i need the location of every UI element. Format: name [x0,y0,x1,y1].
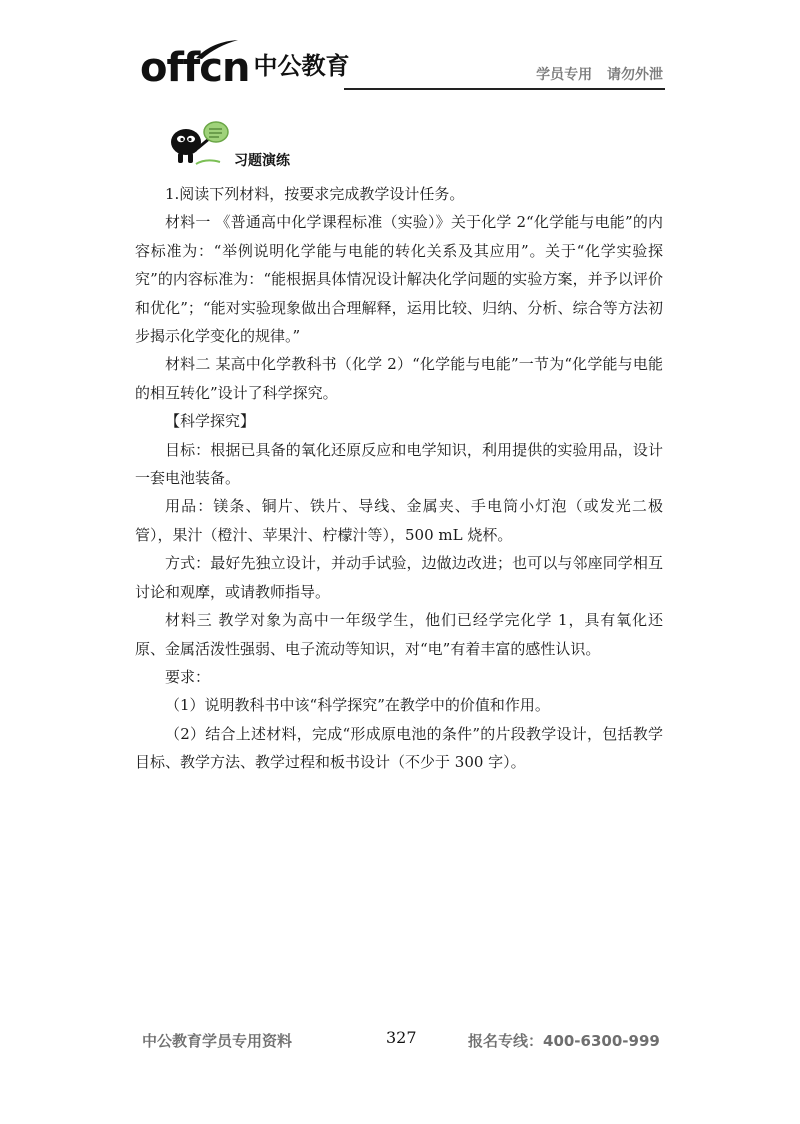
page-footer [140,1030,665,1054]
logo-cn-text: 中公教育 [253,52,350,80]
offcn-logo [140,44,350,91]
page-header [140,44,665,92]
logo-swoosh-icon [194,38,240,60]
question-content [135,180,663,777]
question-intro: 1.阅读下列材料，按要求完成教学设计任务。 [165,185,465,203]
material-one: 材料一 《普通高中化学课程标准（实验）》关于化学 2“化学能与电能”的内容标准为：“举例说明化学能与电能的转化关系及其应用”。关于“化学实验探究”的内容标准为：“能根据具体情况设计解决化学问题的实验方案，并予以评价和优化”；“能对实验现象做出合理解释，运用比较、归纳、分析、综合等方法初步揭示化学变化的规律。” [135,213,663,346]
page-number: 327 [386,1028,417,1047]
logo-latin-text: offcn [140,45,250,91]
material-two: 材料二 某高中化学教科书（化学 2）“化学能与电能”一节为“化学能与电能的相互转化”设计了科学探究。 [135,355,663,402]
header-note: 学员专用 请勿外泄 [536,67,663,83]
inquiry-method: 方式：最好先独立设计，并动手试验，边做边改进；也可以与邻座同学相互讨论和观摩，或请教师指导。 [135,554,663,601]
science-inquiry-heading: 【科学探究】 [165,412,256,431]
footer-hotline: 报名专线：400-6300-999 [468,1032,660,1050]
mascot-icon [168,120,238,170]
section-badge [168,120,348,170]
requirement-1: （1）说明教科书中该“科学探究”在教学中的价值和作用。 [165,696,550,715]
requirement-2: （2）结合上述材料，完成“形成原电池的条件”的片段教学设计，包括教学目标、教学方法、教学过程和板书设计（不少于 300 字）。 [135,724,663,772]
material-three: 材料三 教学对象为高中一年级学生，他们已经学完化学 1，具有氧化还原、金属活泼性强弱、电子流动等知识，对“电”有着丰富的感性认识。 [135,611,663,658]
footer-left-text: 中公教育学员专用资料 [142,1032,293,1050]
requirements-heading: 要求： [165,667,211,686]
header-divider [344,88,665,90]
inquiry-materials: 用品：镁条、铜片、铁片、导线、金属夹、手电筒小灯泡（或发光二极管），果汁（橙汁、苹果汁、柠檬汁等），500 mL 烧杯。 [135,497,663,544]
section-title: 习题演练 [234,153,290,169]
inquiry-goal: 目标：根据已具备的氧化还原反应和电学知识，利用提供的实验用品，设计一套电池装备。 [135,440,663,488]
